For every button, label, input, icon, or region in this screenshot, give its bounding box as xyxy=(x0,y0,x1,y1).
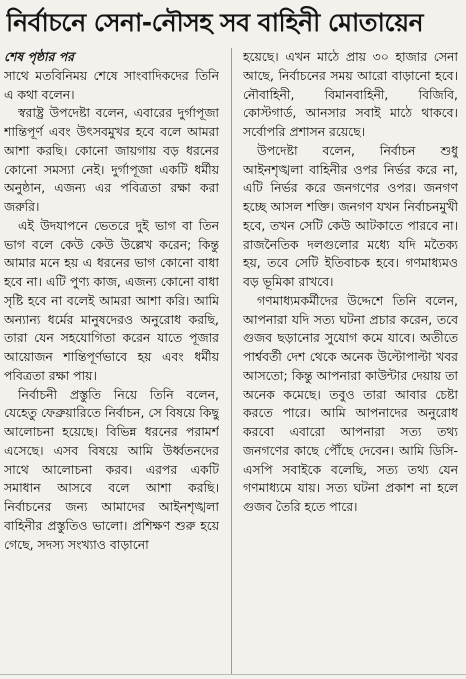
paragraph: এই উদযাপনে ভেতরে দুই ভাগ বা তিন ভাগ বলে কেউ কেউ উল্লেখ করেন; কিন্তু আমার মনে হয় এ ধরনের ভাগ কোনো বাধা হবে না। এটি পুণ্য কাজ, এজন্য কোনো বাধা সৃষ্টি হবে না বলেই আমরা আশা করি। আমি অন্যান্য ধর্মের মানুষদেরও অনুরোধ করছি, তারা যেন সহযোগিতা করেন যাতে পূজার আয়োজন শান্তিপূর্ণভাবে হয় এবং ধর্মীয় পবিত্রতা রক্ষা পায়। xyxy=(4,217,219,383)
paragraph: স্বরাষ্ট্র উপদেষ্টা বলেন, এবারের দুর্গাপূজা শান্তিপূর্ণ এবং উৎসবমুখর হবে বলে আমরা আশা করছি। কোনো জায়গায় বড় ধরনের কোনো সমস্যা নেই। দুর্গাপূজা একটি ধর্মীয় অনুষ্ঠান, এজন্য এর পবিত্রতা রক্ষা করা জরুরি। xyxy=(4,105,219,214)
column-divider xyxy=(231,48,232,674)
paragraph: হয়েছে। এখন মাঠে প্রায় ৩০ হাজার সেনা আছে, নির্বাচনের সময় আরো বাড়ানো হবে। নৌবাহিনী, বিমানবাহিনী, বিজিবি, কোস্টগার্ড, আনসার সবাই মাঠে থাকবে। সর্বোপরি প্রশাসন রয়েছে। xyxy=(243,49,458,139)
paragraph: নির্বাচনী প্রস্তুতি নিয়ে তিনি বলেন, যেহেতু ফেব্রুয়ারিতে নির্বাচন, সে বিষয়ে কিছু আলোচনা হয়েছে। বিভিন্ন ধরনের পরামর্শ এসেছে। এসব বিষয়ে আমি উর্ধ্বতনদের সাথে আলোচনা করব। এরপর একটি সমাধান আসবে বলে আশা করছি। নির্বাচনের জন্য আমাদের আইনশৃঙ্খলা বাহিনীর প্রস্তুতিও ভালো। প্রশিক্ষণ শুরু হয়ে গেছে, সদস্য সংখ্যাও বাড়ানো xyxy=(4,386,219,552)
paragraph: উপদেষ্টা বলেন, নির্বাচন শুধু আইনশৃঙ্খলা বাহিনীর ওপর নির্ভর করে না, এটি নির্ভর করে জনগণের ওপর। জনগণ হচ্ছে আসল শক্তি। জনগণ যখন নির্বাচনমুখী হবে, তখন সেটি কেউ আটকাতে পারবে না। রাজনৈতিক দলগুলোর মধ্যে যদি মতৈক্য হয়, তবে সেটি ইতিবাচক হবে। গণমাধ্যমও বড় ভূমিকা রাখবে। xyxy=(243,142,458,289)
paragraph: গণমাধ্যমকর্মীদের উদ্দেশে তিনি বলেন, আপনারা যদি সত্য ঘটনা প্রচার করেন, তবে গুজব ছড়ানোর সুযোগ কমে যাবে। অতীতে পার্শ্ববর্তী দেশ থেকে অনেক উল্টোপাল্টা খবর আসতো; কিন্তু আপনারা কাউন্টার দেয়ায় তা অনেক কমেছে। তবুও তারা আবার চেষ্টা করতে পারে। আমি আপনাদের অনুরোধ করবো এবারো আপনারা সত্য তথ্য জনগণের কাছে পৌঁছে দেবেন। আমি ডিসি-এসপি সবাইকে বলেছি, সত্য তথ্য যেন গণমাধ্যমে যায়। সত্য ঘটনা প্রকাশ না হলে গুজব তৈরি হতে পারে। xyxy=(243,292,458,514)
paragraph: সাথে মতবিনিময় শেষে সাংবাদিকদের তিনি এ কথা বলেন। xyxy=(4,67,219,102)
left-column xyxy=(4,48,219,678)
kicker-line xyxy=(4,48,219,67)
kicker: শেষ পৃষ্ঠার পর xyxy=(4,49,74,64)
right-column xyxy=(243,48,458,678)
bottom-rule xyxy=(0,674,466,675)
headline: নির্বাচনে সেনা-নৌসহ সব বাহিনী মোতায়েন xyxy=(6,8,424,37)
